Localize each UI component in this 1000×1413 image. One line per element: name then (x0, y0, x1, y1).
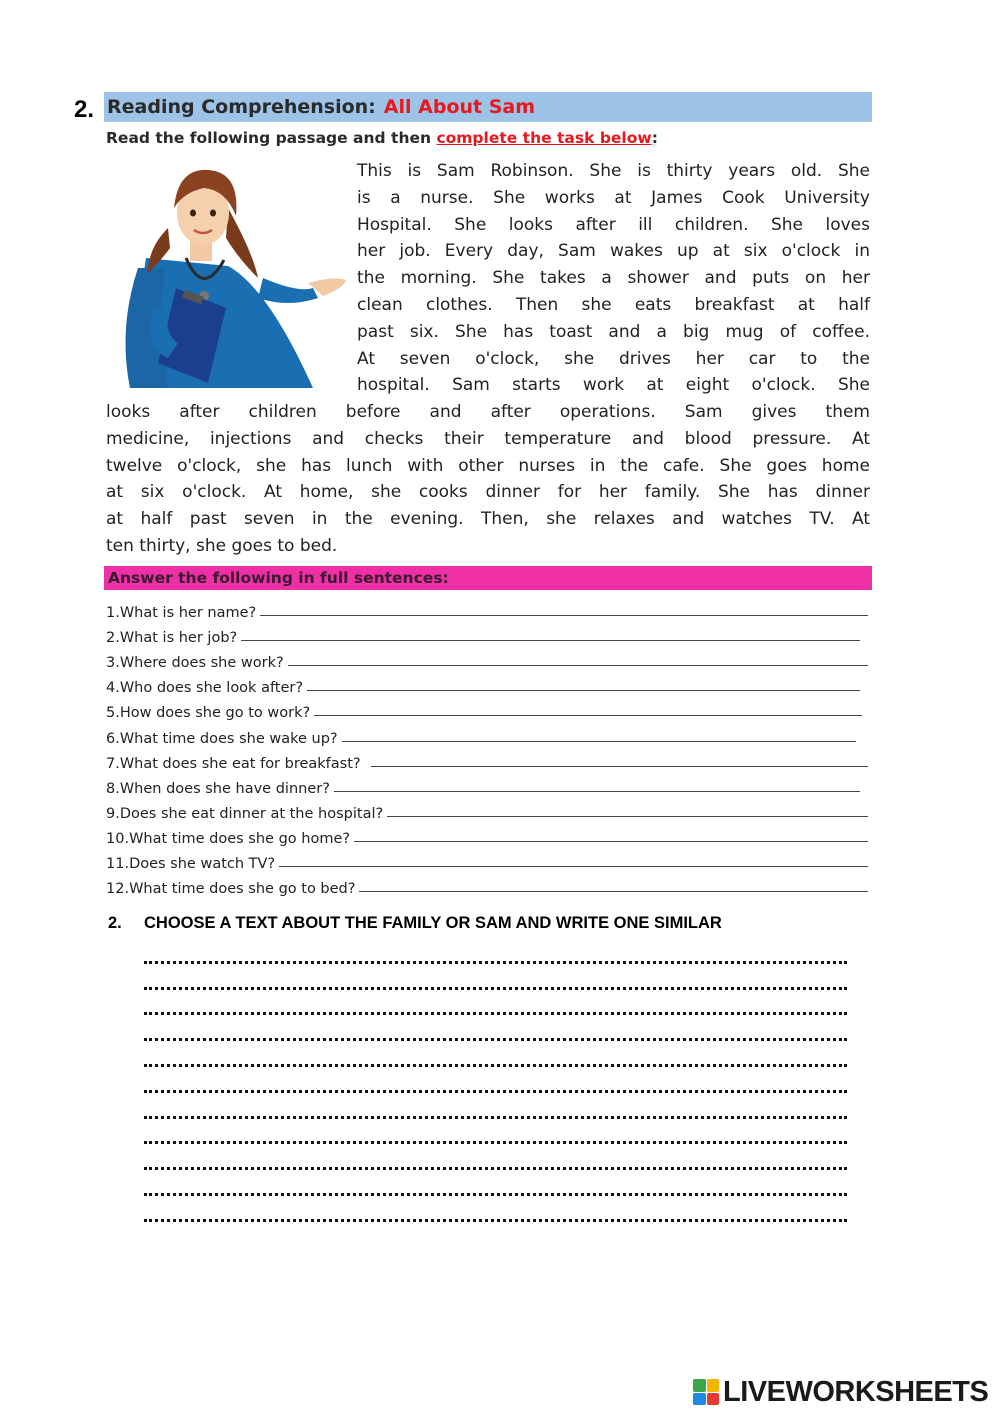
passage-line: looks after children before and after operations. Sam gives them (106, 402, 870, 422)
logo-square-yellow (707, 1379, 720, 1392)
passage-line: is a nurse. She works at James Cook University (357, 187, 870, 208)
question-row (106, 621, 868, 646)
answer-input[interactable] (354, 841, 868, 842)
passage-line: At seven o'clock, she drives her car to the (357, 348, 870, 369)
writing-line[interactable] (144, 1144, 847, 1170)
logo-square-blue (693, 1393, 706, 1406)
answer-input[interactable] (359, 891, 868, 892)
writing-line[interactable] (144, 1119, 847, 1145)
writing-line[interactable] (144, 1196, 847, 1222)
question-number: 10. (106, 830, 130, 847)
passage-line: This is Sam Robinson. She is thirty years old. She (357, 161, 870, 181)
writing-line[interactable] (144, 1015, 847, 1041)
writing-line[interactable] (144, 938, 847, 964)
question-text: Who does she look after? (119, 680, 304, 697)
reading-title: Reading Comprehension: (107, 96, 376, 118)
passage-column (357, 158, 870, 399)
instruction-line (106, 129, 658, 147)
liveworksheets-brand: LIVEWORKSHEETS (723, 1375, 989, 1408)
section-2-text: CHOOSE A TEXT ABOUT THE FAMILY OR SAM AND WRITE ONE SIMILAR (144, 914, 722, 932)
writing-line[interactable] (144, 964, 847, 990)
question-text: Where does she work? (119, 655, 284, 672)
question-row (106, 596, 868, 621)
liveworksheets-logo[interactable] (693, 1376, 988, 1408)
answer-input[interactable] (260, 615, 868, 616)
question-row (106, 671, 868, 696)
passage-line: twelve o'clock, she has lunch with other nurses in the cafe. She goes home (106, 455, 870, 476)
answer-header-bar (104, 566, 872, 590)
passage-line: hospital. Sam starts work at eight o'clock. She (357, 375, 870, 396)
answer-input[interactable] (371, 766, 868, 767)
question-text: What time does she wake up? (119, 730, 338, 747)
question-row (106, 872, 868, 897)
question-number: 12. (106, 881, 130, 898)
answer-input[interactable] (307, 690, 860, 691)
passage-continuation (106, 399, 870, 560)
reading-title-bar (104, 92, 872, 122)
question-list (106, 596, 868, 897)
passage-line: clean clothes. Then she eats breakfast at half (357, 294, 870, 315)
writing-line[interactable] (144, 1041, 847, 1067)
passage-line: at half past seven in the evening. Then, she relaxes and watches TV. At (106, 509, 870, 530)
instruction-lead: Read the following passage and then (106, 129, 432, 147)
logo-square-green (693, 1379, 706, 1392)
liveworksheets-logo-icon (693, 1379, 719, 1405)
question-row (106, 797, 868, 822)
reading-title-accent: All About Sam (383, 96, 536, 118)
question-row (106, 696, 868, 721)
question-text: Does she watch TV? (129, 856, 276, 873)
question-number: 8. (106, 780, 120, 797)
answer-input[interactable] (241, 640, 860, 641)
answer-header: Answer the following in full sentences: (108, 569, 449, 587)
question-number: 7. (106, 755, 120, 772)
passage-line: past six. She has toast and a big mug of coffee. (357, 321, 870, 342)
question-text: What is her job? (119, 630, 238, 647)
passage-line: the morning. She takes a shower and puts on her (357, 268, 870, 289)
section-1-number: 2. (74, 96, 95, 123)
question-number: 5. (106, 705, 120, 722)
question-row (106, 822, 868, 847)
logo-square-red (707, 1393, 720, 1406)
question-row (106, 847, 868, 872)
question-text: What is her name? (119, 605, 257, 622)
question-text: Does she eat dinner at the hospital? (119, 805, 384, 822)
question-number: 11. (106, 856, 130, 873)
question-number: 4. (106, 680, 120, 697)
answer-input[interactable] (334, 791, 860, 792)
section-2-number: 2. (108, 914, 122, 932)
question-text: What time does she go to bed? (129, 881, 356, 898)
writing-line[interactable] (144, 1093, 847, 1119)
passage-line: medicine, injections and checks their temperature and blood pressure. At (106, 428, 870, 449)
passage-line: at six o'clock. At home, she cooks dinner for her family. She has dinner (106, 482, 870, 503)
question-number: 3. (106, 655, 120, 672)
question-text: What time does she go home? (129, 830, 351, 847)
writing-line[interactable] (144, 1067, 847, 1093)
writing-line[interactable] (144, 990, 847, 1016)
question-text: What does she eat for breakfast? (119, 755, 361, 772)
question-row (106, 772, 868, 797)
nurse-illustration (108, 158, 348, 398)
answer-input[interactable] (288, 665, 868, 666)
question-number: 6. (106, 730, 120, 747)
instruction-link: complete the task below (436, 129, 652, 147)
question-number: 9. (106, 805, 120, 822)
question-text: How does she go to work? (119, 705, 311, 722)
answer-input[interactable] (342, 741, 856, 742)
question-row (106, 646, 868, 671)
question-text: When does she have dinner? (119, 780, 330, 797)
writing-area[interactable] (144, 938, 847, 1222)
section-2-heading (108, 914, 722, 933)
question-number: 1. (106, 605, 120, 622)
instruction-colon: : (651, 129, 658, 147)
passage-line: her job. Every day, Sam wakes up at six o'clock in (357, 241, 870, 262)
passage-line: ten thirty, she goes to bed. (106, 535, 338, 556)
answer-input[interactable] (314, 715, 862, 716)
answer-input[interactable] (279, 866, 868, 867)
question-row (106, 721, 868, 746)
question-number: 2. (106, 630, 120, 647)
answer-input[interactable] (387, 816, 868, 817)
question-row (106, 747, 868, 772)
passage-line: Hospital. She looks after ill children. She loves (357, 214, 870, 235)
writing-line[interactable] (144, 1170, 847, 1196)
